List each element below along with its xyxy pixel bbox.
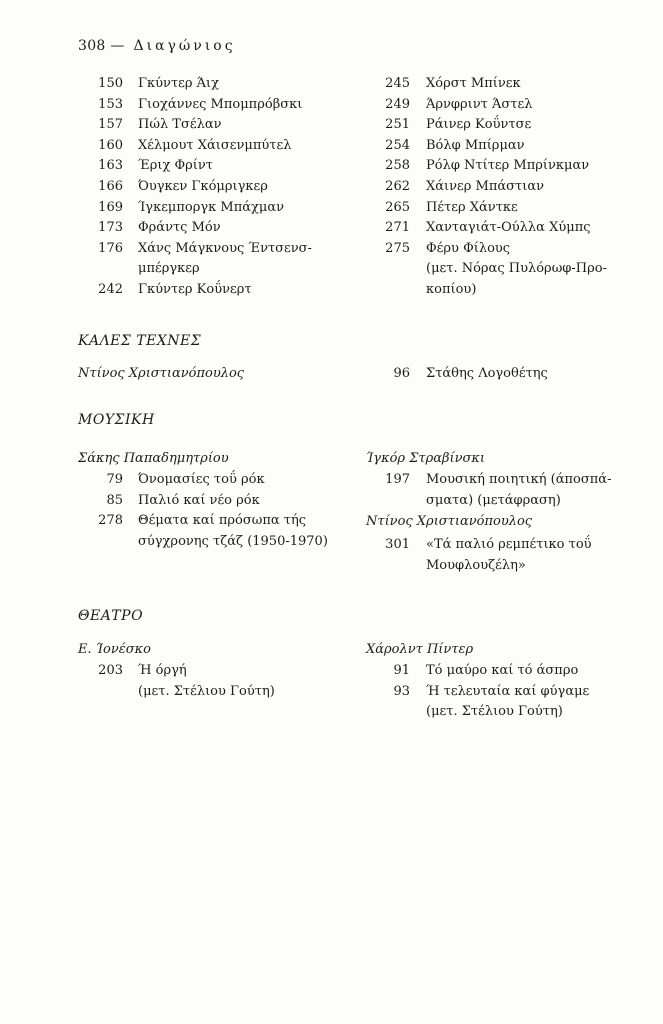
contents-entry: 85 Παλιό καί νέο ρόκ (106, 492, 260, 508)
contents-entry: 275 Φέρυ Φίλους (385, 240, 511, 256)
contents-entry: 169 Ίγκεμποργκ Μπάχμαν (98, 199, 285, 215)
author-name: Στάθης Λογοθέτης (426, 366, 548, 381)
contents-entry: 79 Όνομασίες τοΰ ρόκ (106, 472, 265, 487)
header-dash: — (110, 38, 125, 54)
music-right-entries-2 (370, 535, 640, 576)
theatre-right-entries (370, 661, 640, 723)
contents-entry: 91 Τό μαύρο καί τό άσπρο (393, 663, 579, 678)
author-name: Σάκης Παπαδημητρίου (78, 451, 229, 466)
contents-entry: 93 Ή τελευταία καί φύγαμε (393, 683, 590, 699)
page-number: 308 (78, 38, 106, 54)
contents-entry: 301 «Τά παλιό ρεμπέτικο τοΰ (385, 537, 592, 552)
music-left-entries (83, 470, 358, 552)
contents-entry: 197 Μουσική ποιητική (άποσπά- (385, 472, 612, 487)
contents-entry: 271 Χανταγιάτ-Ούλλα Χύμπς (385, 220, 591, 236)
contents-left-column (83, 74, 353, 301)
contents-entry: 245 Χόρστ Μπίνεκ (385, 76, 521, 91)
author-name: Ίγκόρ Στραβίνσκι (366, 451, 486, 466)
section-title-fine-arts: ΚΑΛΕΣ ΤΕΧΝΕΣ (78, 333, 202, 349)
contents-entry: 176 Χάνς Μάγκνους Έντσενσ- (98, 240, 312, 256)
contents-entry: 150 Γκύντερ Άιχ (98, 76, 220, 91)
contents-entry: 262 Χάινερ Μπάστιαν (385, 178, 545, 194)
music-right-entries-1 (370, 470, 640, 511)
page-ref: 96 (393, 366, 410, 381)
contents-entry-continuation: Μουφλουζέλη» (426, 557, 526, 573)
author-name: Ε. Ίονέσκο (78, 642, 151, 657)
contents-entry-continuation: (μετ. Νόρας Πυλόρωφ-Προ- (426, 261, 607, 277)
contents-entry: 166 Όυγκεν Γκόμριγκερ (98, 178, 268, 194)
author-name: Ντίνος Χριστιανόπουλος (78, 366, 245, 381)
contents-entry: 203 Ή όργή (98, 663, 187, 678)
contents-entry: 153 Γιοχάννες Μπομπρόβσκι (98, 96, 303, 112)
contents-entry: 242 Γκύντερ Κοΰνερτ (98, 281, 252, 297)
contents-entry: 173 Φράντς Μόν (98, 220, 221, 236)
author-name: Ντίνος Χριστιανόπουλος (366, 514, 533, 529)
contents-entry: 249 Άρνφριντ Άστελ (385, 96, 533, 112)
contents-entry: 160 Χέλμουτ Χάισενμπύτελ (98, 137, 292, 153)
contents-entry-continuation: μπέργκερ (138, 261, 200, 277)
section-title-theatre: ΘΕΑΤΡΟ (78, 608, 144, 624)
contents-entry: 157 Πώλ Τσέλαν (98, 117, 222, 133)
contents-entry-continuation: σματα) (μετάφραση) (426, 492, 561, 508)
section-title-music: ΜΟΥΣΙΚΗ (78, 412, 155, 428)
contents-entry: 163 Έριχ Φρίντ (98, 158, 213, 174)
contents-entry: 251 Ράινερ Κοΰντσε (385, 117, 532, 133)
contents-entry-continuation: σύγχρονης τζάζ (1950-1970) (138, 533, 328, 549)
contents-entry: 258 Ρόλφ Ντίτερ Μπρίνκμαν (385, 158, 590, 174)
running-header (78, 38, 236, 54)
contents-right-column (370, 74, 640, 301)
contents-entry-continuation: κοπίου) (426, 281, 477, 297)
theatre-left-entries (83, 661, 358, 702)
contents-entry: 254 Βόλφ Μπίρμαν (385, 137, 525, 153)
contents-entry: 278 Θέματα καί πρόσωπα τής (98, 513, 307, 529)
author-name: Χάρολντ Πίντερ (366, 642, 474, 657)
contents-entry: 265 Πέτερ Χάντκε (385, 199, 518, 215)
journal-title: Διαγώνιος (133, 38, 236, 54)
contents-entry-continuation: (μετ. Στέλιου Γούτη) (426, 704, 563, 720)
contents-entry-continuation: (μετ. Στέλιου Γούτη) (138, 683, 275, 699)
